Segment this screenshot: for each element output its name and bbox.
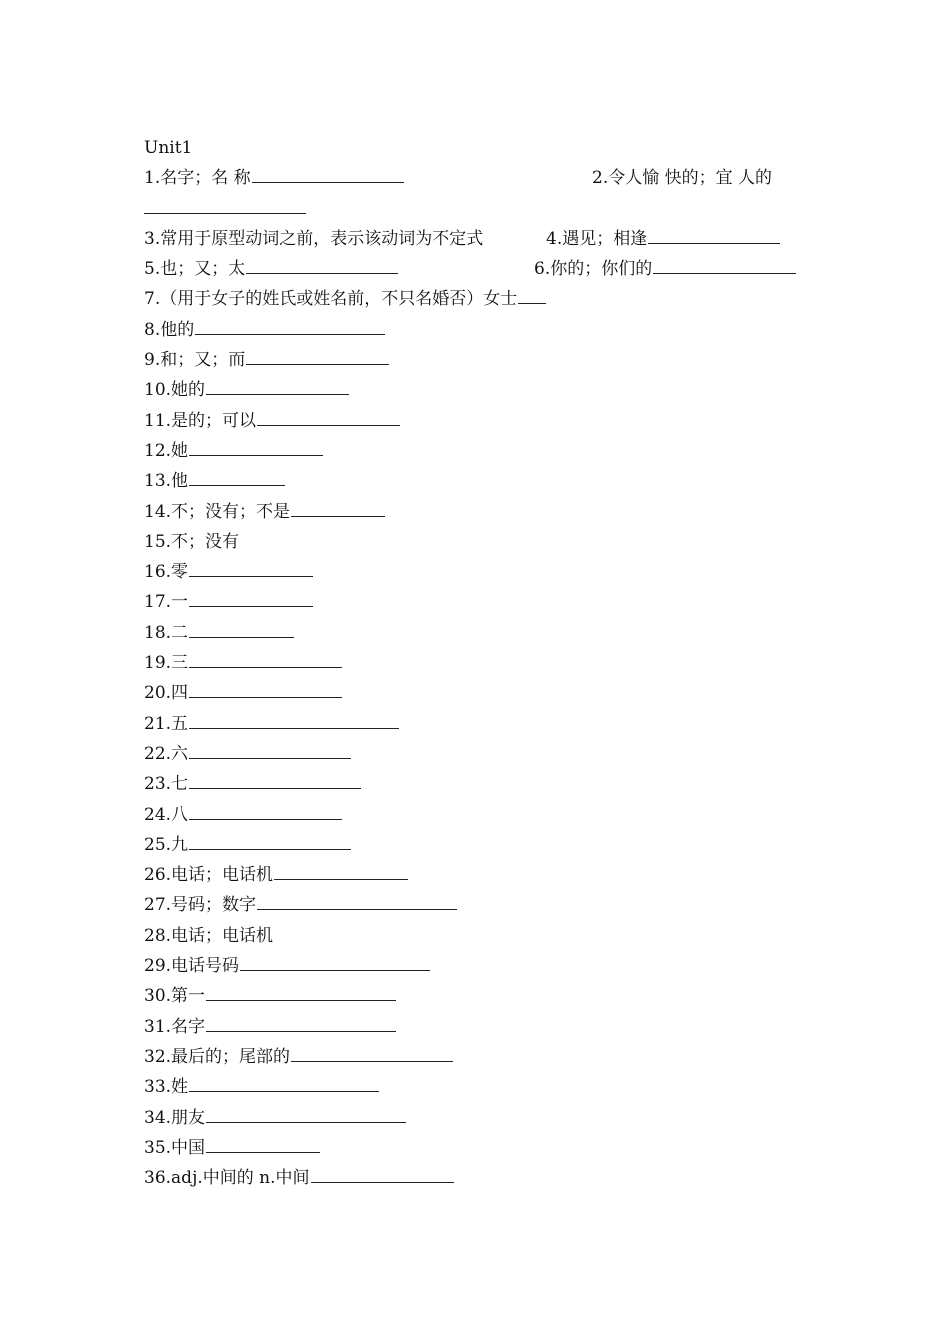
list-item: 21.五 [144,709,824,739]
item-text: 电话号码 [171,956,240,977]
list-item: 10.她的 [144,375,824,405]
list-item: 36.adj.中间的 n.中间 [144,1163,824,1193]
answer-blank[interactable] [246,272,398,274]
list-item: 31.名字 [144,1012,824,1042]
list-item: 1.名字；名 称 2.令人愉 快的；宜 人的 [144,163,824,193]
answer-blank[interactable] [291,1060,453,1062]
item-text: 六 [171,743,189,764]
item-text: 七 [171,774,189,795]
item-text: （用于女子的姓氏或姓名前，不只名婚否）女士 [160,289,518,310]
answer-blank[interactable] [291,515,385,517]
list-item: 12.她 [144,436,824,466]
item-text: 号码；数字 [171,895,257,916]
list-item: 16.零 [144,557,824,587]
item-text: 第一 [171,986,206,1007]
answer-blank[interactable] [189,696,342,698]
list-item: 3.常用于原型动词之前，表示该动词为不定式 4.遇见；相逢 [144,224,824,254]
list-item: 22.六 [144,739,824,769]
item-text: 不；没有 [171,531,240,552]
unit-title [144,133,824,163]
item-text: 零 [171,562,189,583]
answer-blank[interactable] [206,1030,396,1032]
list-item: 2.令人愉 快的；宜 人的 [592,168,773,189]
list-item: 29.电话号码 [144,951,824,981]
list-item: 27.号码；数字 [144,890,824,920]
item-text: 他 [171,471,189,492]
answer-blank[interactable] [257,908,457,910]
answer-blank[interactable] [246,363,389,365]
answer-blank[interactable] [518,302,546,304]
list-item: 4.遇见；相逢 [546,224,780,254]
item-text: 是的；可以 [171,410,257,431]
item-text: 一 [171,592,189,613]
item-text: 她的 [171,380,206,401]
list-item: 34.朋友 [144,1103,824,1133]
list-item: 5.也；又；太 6.你的；你们的 [144,254,824,284]
answer-blank[interactable] [648,242,780,244]
list-item: 23.七 [144,769,824,799]
answer-blank[interactable] [206,1121,406,1123]
answer-blank[interactable] [257,424,400,426]
answer-blank[interactable] [189,575,313,577]
list-item: 13.他 [144,466,824,496]
answer-blank[interactable] [653,272,796,274]
answer-blank[interactable] [189,454,323,456]
list-item: 14.不；没有；不是 [144,497,824,527]
list-item: 6.你的；你们的 [534,254,796,284]
answer-blank[interactable] [206,393,349,395]
item-text: 二 [171,622,189,643]
answer-blank[interactable] [195,333,385,335]
list-item: 33.姓 [144,1072,824,1102]
answer-blank[interactable] [206,999,396,1001]
item-text: 名字；名 称 [160,168,251,189]
item-text: 电话；电话机 [171,865,274,886]
item-text: 电话；电话机 [171,925,274,946]
answer-blank[interactable] [189,1090,379,1092]
item-text: 中国 [171,1137,206,1158]
item-text: 常用于原型动词之前，表示该动词为不定式 [160,228,484,249]
answer-blank[interactable] [189,818,342,820]
item-text: 和；又；而 [160,350,246,371]
item-text: 五 [171,713,189,734]
answer-blank[interactable] [189,605,313,607]
answer-blank[interactable] [252,181,404,183]
answer-blank[interactable] [189,484,285,486]
item-text: 最后的；尾部的 [171,1046,291,1067]
list-item: 18.二 [144,618,824,648]
item-text: 姓 [171,1077,189,1098]
list-item: 7.（用于女子的姓氏或姓名前，不只名婚否）女士 [144,284,824,314]
item-text: 不；没有；不是 [171,501,291,522]
answer-blank[interactable] [189,727,399,729]
list-item: 26.电话；电话机 [144,860,824,890]
list-item: 25.九 [144,830,824,860]
list-item: 28.电话；电话机 [144,925,274,946]
list-item: 32.最后的；尾部的 [144,1042,824,1072]
item-text: 令人愉 快的；宜 人的 [608,168,773,189]
list-item-continuation [144,194,824,224]
item-text: 四 [171,683,189,704]
answer-blank[interactable] [189,848,351,850]
item-text: 遇见；相逢 [562,228,648,249]
item-text: 她 [171,440,189,461]
list-item: 11.是的；可以 [144,406,824,436]
answer-blank[interactable] [311,1181,454,1183]
answer-blank[interactable] [189,757,351,759]
answer-blank[interactable] [274,878,408,880]
item-text: 朋友 [171,1107,206,1128]
item-text: 九 [171,834,189,855]
list-item: 19.三 [144,648,824,678]
answer-blank[interactable] [144,212,306,214]
answer-blank[interactable] [189,636,294,638]
list-item: 15.不；没有 [144,531,240,552]
worksheet [144,133,824,1193]
item-text: 名字 [171,1016,206,1037]
list-item: 35.中国 [144,1133,824,1163]
item-text: adj.中间的 n.中间 [171,1168,310,1189]
answer-blank[interactable] [206,1151,320,1153]
list-item: 20.四 [144,678,824,708]
answer-blank[interactable] [189,666,342,668]
list-item: 30.第一 [144,981,824,1011]
item-text: 也；又；太 [160,259,246,280]
answer-blank[interactable] [189,787,361,789]
list-item: 17.一 [144,587,824,617]
item-text: 他的 [160,319,195,340]
list-item: 8.他的 [144,315,824,345]
answer-blank[interactable] [240,969,430,971]
item-text: 八 [171,804,189,825]
item-text: 三 [171,653,189,674]
unit-title-text: Unit1 [144,138,193,158]
list-item: 9.和；又；而 [144,345,824,375]
item-text: 你的；你们的 [550,259,653,280]
list-item: 24.八 [144,800,824,830]
